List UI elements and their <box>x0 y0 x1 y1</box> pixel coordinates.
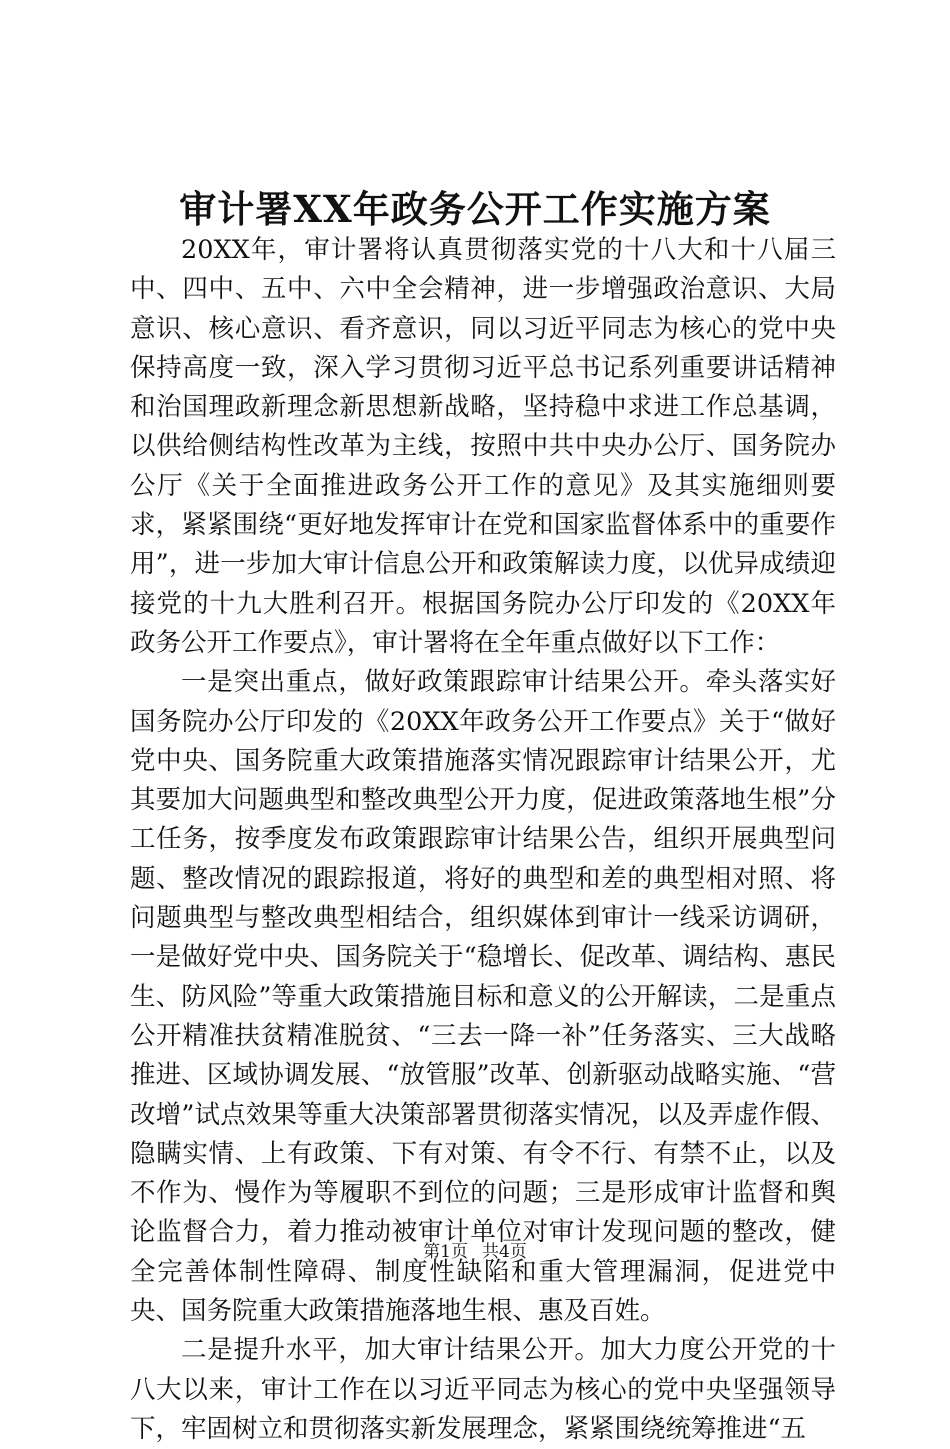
paragraph-point-one: 一是突出重点，做好政策跟踪审计结果公开。牵头落实好国务院办公厅印发的《20XX年政务公开工作要点》关于“做好党中央、国务院重大政策措施落实情况跟踪审计结果公开，尤其要加大问题典型和整改典型公开力度，促进政策落地生根”分工任务，按季度发布政策跟踪审计结果公告，组织开展典型问题、整改情况的跟踪报道，将好的典型和差的典型相对照、将问题典型与整改典型相结合，组织媒体到审计一线采访调研，一是做好党中央、国务院关于“稳增长、促改革、调结构、惠民生、防风险”等重大政策措施目标和意义的公开解读，二是重点公开精准扶贫精准脱贫、“三去一降一补”任务落实、三大战略推进、区域协调发展、“放管服”改革、创新驱动战略实施、“营改增”试点效果等重大决策部署贯彻落实情况，以及弄虚作假、隐瞒实情、上有政策、下有对策、有令不行、有禁不止，以及不作为、慢作为等履职不到位的问题；三是形成审计监督和舆论监督合力，着力推动被审计单位对审计发现问题的整改，健全完善体制性障碍、制度性缺陷和重大管理漏洞，促进党中央、国务院重大政策措施落地生根、惠及百姓。 <box>130 667 836 1327</box>
document-body <box>130 231 836 1449</box>
page-total: 共4页 <box>482 1242 527 1262</box>
page-footer <box>0 1240 950 1264</box>
page-number: 第1页 <box>423 1242 468 1262</box>
document-title: 审计署XX年政务公开工作实施方案 <box>179 187 771 231</box>
paragraph-point-two: 二是提升水平，加大审计结果公开。加大力度公开党的十八大以来，审计工作在以习近平同志为核心的党中央坚强领导下，牢固树立和贯彻落实新发展理念，紧紧围绕统筹推进“五 <box>130 1335 836 1444</box>
paragraph-intro: 20XX年，审计署将认真贯彻落实党的十八大和十八届三中、四中、五中、六中全会精神，进一步增强政治意识、大局意识、核心意识、看齐意识，同以习近平同志为核心的党中央保持高度一致，深入学习贯彻习近平总书记系列重要讲话精神和治国理政新理念新思想新战略，坚持稳中求进工作总基调，以供给侧结构性改革为主线，按照中共中央办公厅、国务院办公厅《关于全面推进政务公开工作的意见》及其实施细则要求，紧紧围绕“更好地发挥审计在党和国家监督体系中的重要作用”，进一步加大审计信息公开和政策解读力度，以优异成绩迎接党的十九大胜利召开。根据国务院办公厅印发的《20XX年政务公开工作要点》，审计署将在全年重点做好以下工作： <box>130 235 836 658</box>
